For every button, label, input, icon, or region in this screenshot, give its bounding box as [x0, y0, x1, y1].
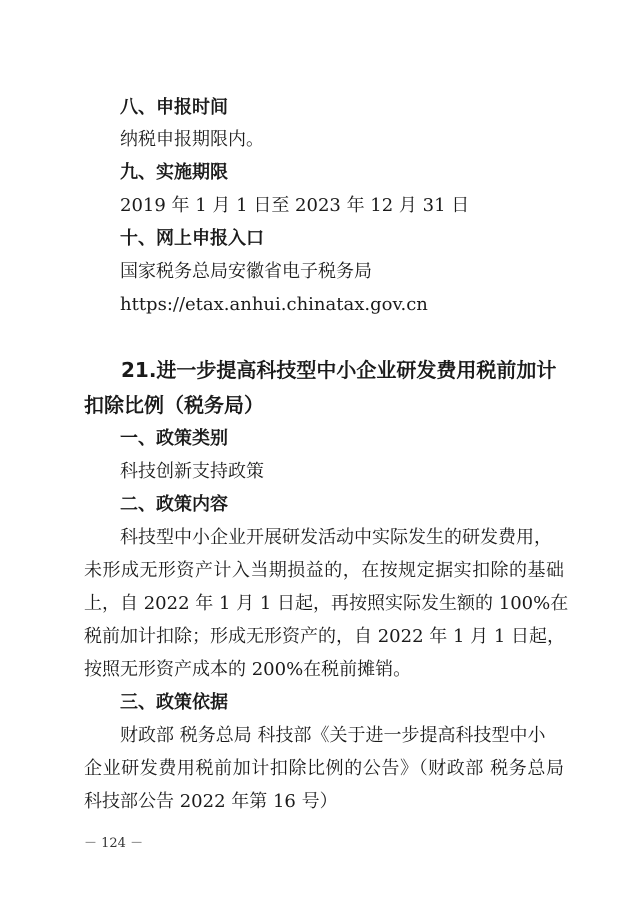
section-body-10-line1: 国家税务总局安徽省电子税务局 [120, 261, 372, 282]
section-heading-8: 八、申报时间 [120, 97, 228, 118]
page-number: － 124 － [84, 836, 144, 851]
section-body-10-url: https://etax.anhui.chinatax.gov.cn [120, 294, 428, 315]
section-heading-9: 九、实施期限 [120, 162, 228, 183]
section-body-9: 2019 年 1 月 1 日至 2023 年 12 月 31 日 [120, 195, 470, 216]
policy-content-line: 未形成无形资产计入当期损益的，在按规定据实扣除的基础 [84, 560, 564, 581]
policy-basis-heading: 三、政策依据 [120, 692, 228, 713]
policy-content-line: 科技型中小企业开展研发活动中实际发生的研发费用， [120, 527, 552, 548]
policy-content-line: 按照无形资产成本的 200%在税前摊销。 [84, 659, 412, 680]
policy-basis-line: 科技部公告 2022 年第 16 号） [84, 791, 338, 812]
policy-basis-line: 财政部 税务总局 科技部《关于进一步提高科技型中小 [120, 725, 546, 746]
policy-content-line: 上，自 2022 年 1 月 1 日起，再按照实际发生额的 100%在 [84, 593, 569, 614]
item-title-line1: 21.进一步提高科技型中小企业研发费用税前加计 [121, 358, 557, 382]
section-body-8: 纳税申报期限内。 [120, 129, 264, 150]
policy-content-line: 税前加计扣除；形成无形资产的，自 2022 年 1 月 1 日起， [84, 626, 566, 647]
policy-category-body: 科技创新支持政策 [120, 461, 264, 482]
section-heading-10: 十、网上申报入口 [120, 228, 264, 249]
item-title-line2: 扣除比例（税务局） [84, 393, 264, 417]
policy-category-heading: 一、政策类别 [120, 428, 228, 449]
policy-content-heading: 二、政策内容 [120, 494, 228, 515]
policy-basis-line: 企业研发费用税前加计扣除比例的公告》（财政部 税务总局 [84, 758, 564, 779]
